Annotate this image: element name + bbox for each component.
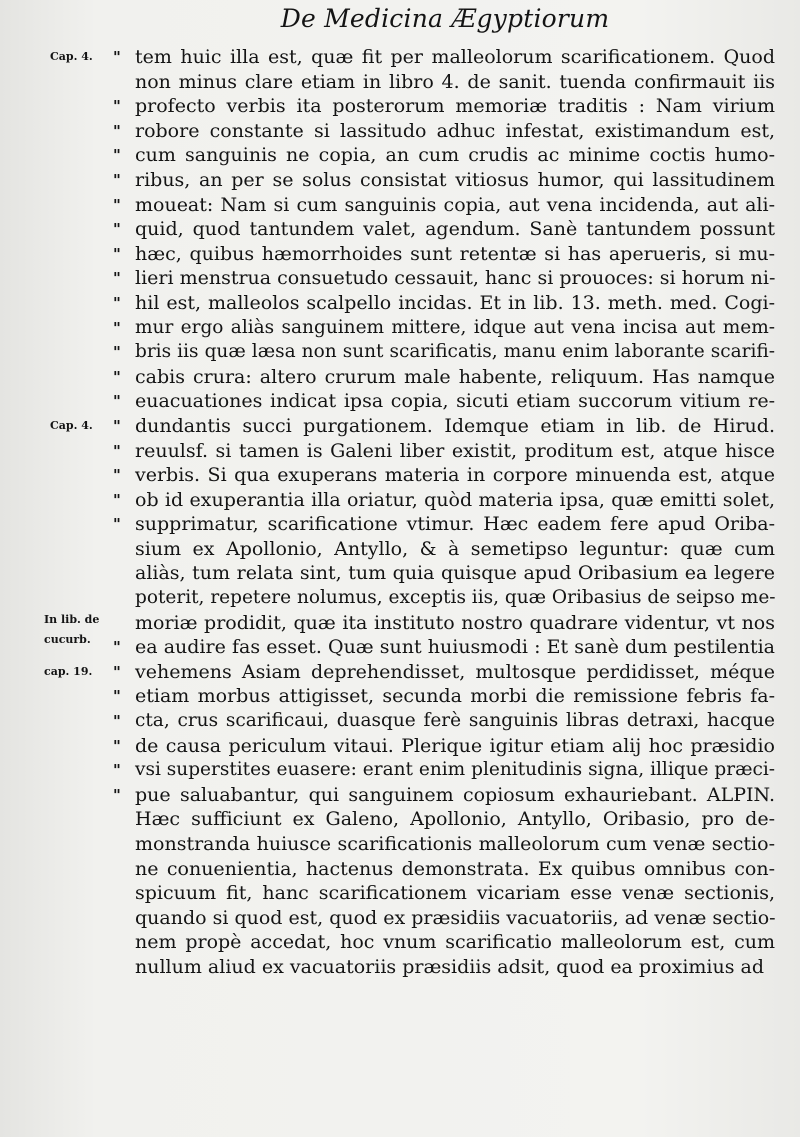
text-line [0, 561, 800, 586]
quotation-mark: " [113, 121, 121, 140]
line-text: profecto verbis ita posterorum memoriæ traditis : Nam virium [135, 95, 775, 118]
quotation-mark: " [113, 490, 121, 509]
line-text: poterit, repetere nolumus, exceptis iis, quæ Oribasius de seipso me- [135, 587, 776, 609]
line-text: ob id exuperantia illa oriatur, quòd materia ipsa, quæ emitti solet, [135, 488, 775, 511]
line-text: monstranda huiusce scarificationis malleolorum cum venæ sectio- [135, 833, 775, 855]
text-line [0, 537, 800, 562]
line-text: quando si quod est, quod ex præsidiis vacuatoriis, ad venæ sectio- [135, 906, 776, 929]
line-text: reuulsf. si tamen is Galeni liber existit, proditum est, atque hisce [135, 439, 775, 462]
text-line [0, 611, 800, 636]
text-line [0, 488, 800, 513]
quotation-mark: " [113, 712, 121, 731]
line-text: supprimatur, scarificatione vtimur. Hæc eadem fere apud Oriba- [135, 513, 775, 536]
text-line [0, 439, 800, 464]
text-line [0, 512, 800, 537]
text-line [0, 684, 800, 709]
quotation-mark: " [113, 785, 121, 804]
margin-note-cucurb: cucurb. [44, 633, 91, 647]
line-text: vsi superstites euasere: erant enim plenitudinis signa, illique præci- [135, 759, 775, 781]
running-title: De Medicina Ægyptiorum [280, 4, 610, 33]
line-text: cabis crura: altero crurum male habente, reliquum. Has namque [135, 365, 775, 388]
text-line [0, 832, 800, 857]
text-line [0, 414, 800, 439]
text-line [0, 881, 800, 906]
margin-note-cap-4: Cap. 4. [50, 418, 93, 432]
quotation-mark: " [113, 220, 121, 239]
text-line [0, 906, 800, 931]
quotation-mark: " [113, 367, 121, 386]
line-text: nem propè accedat, hoc vnum scarificatio malleolorum est, cum [135, 931, 775, 954]
line-text: euacuationes indicat ipsa copia, sicuti etiam succorum vitium re- [135, 390, 775, 413]
text-line [0, 635, 800, 660]
line-text: sium ex Apollonio, Antyllo, & à semetipso leguntur: quæ cum [135, 537, 775, 560]
text-line [0, 955, 800, 980]
text-line [0, 857, 800, 882]
quotation-mark: " [113, 343, 121, 362]
quotation-mark: " [113, 662, 121, 681]
text-line [0, 217, 800, 242]
line-text: mur ergo aliàs sanguinem mittere, idque aut vena incisa aut mem- [135, 316, 775, 338]
line-text: bris iis quæ læsa non sunt scarificatis, manu enim laborante scarifi- [135, 341, 775, 363]
text-line [0, 463, 800, 488]
text-line [0, 734, 800, 759]
quotation-mark: " [113, 293, 121, 312]
page-body [0, 45, 800, 980]
line-text: lieri menstrua consuetudo cessauit, hanc si prouoces: si horum ni- [135, 267, 776, 290]
line-text: pue saluabantur, qui sanguinem copiosum exhauriebant. ALPIN. [135, 783, 775, 806]
text-line [0, 143, 800, 168]
line-text: ne conuenientia, hactenus demonstrata. Ex quibus omnibus con- [135, 857, 775, 880]
line-text: verbis. Si qua exuperans materia in corpore minuenda est, atque [135, 464, 775, 487]
line-text: tem huic illa est, quæ fit per malleolorum scarificationem. Quod [135, 46, 775, 68]
quotation-mark: " [113, 318, 121, 337]
text-line [0, 291, 800, 316]
quotation-mark: " [113, 392, 121, 411]
line-text: ea audire fas esset. Quæ sunt huiusmodi : Et sanè dum pestilentia [135, 636, 775, 659]
text-line [0, 193, 800, 218]
text-line [0, 316, 800, 341]
line-text: de causa periculum vitaui. Plerique igitur etiam alij hoc præsidio [135, 734, 775, 757]
quotation-mark: " [113, 195, 121, 214]
text-line [0, 266, 800, 291]
line-text: aliàs, tum relata sint, tum quia quisque apud Oribasium ea legere [135, 562, 775, 585]
quotation-mark: " [113, 48, 121, 66]
quotation-mark: " [113, 441, 121, 460]
margin-note-in-lib-de: In lib. de [44, 612, 100, 626]
quotation-mark: " [113, 97, 121, 116]
quotation-mark: " [113, 416, 121, 435]
quotation-mark: " [113, 244, 121, 263]
text-line [0, 168, 800, 193]
quotation-mark: " [113, 170, 121, 189]
text-line [0, 783, 800, 808]
line-text: moueat: Nam si cum sanguinis copia, aut vena incidenda, aut ali- [135, 193, 775, 216]
line-text: dundantis succi purgationem. Idemque etiam in lib. de Hirud. [135, 414, 775, 437]
text-line [0, 660, 800, 685]
quotation-mark: " [113, 269, 121, 288]
line-text: cum sanguinis ne copia, an cum crudis ac minime coctis humo- [135, 144, 775, 167]
line-text: ribus, an per se solus consistat vitiosus humor, qui lassitudinem [135, 168, 775, 191]
text-line [0, 365, 800, 390]
line-text: hæc, quibus hæmorrhoides sunt retentæ si has aperueris, si mu- [135, 242, 775, 265]
line-text: non minus clare etiam in libro 4. de sanit. tuenda confirmauit iis [135, 70, 775, 93]
quotation-mark: " [113, 146, 121, 165]
line-text: robore constante si lassitudo adhuc infestat, existimandum est, [135, 119, 775, 142]
line-text: nullum aliud ex vacuatoriis præsidiis adsit, quod ea proximius ad [135, 955, 765, 978]
quotation-mark: " [113, 515, 121, 534]
text-line [0, 70, 800, 95]
quotation-mark: " [113, 466, 121, 485]
text-line [0, 94, 800, 119]
line-text: hil est, malleolos scalpello incidas. Et in lib. 13. meth. med. Cogi- [135, 291, 775, 314]
line-text: spicuum fit, hanc scarificationem vicariam esse venæ sectionis, [135, 882, 775, 905]
line-text: quid, quod tantundem valet, agendum. Sanè tantundem possunt [135, 218, 775, 241]
text-line [0, 807, 800, 832]
text-line [0, 758, 800, 783]
text-line [0, 389, 800, 414]
line-text: cta, crus scarificaui, duasque ferè sanguinis libras detraxi, hacque [135, 710, 775, 732]
quotation-mark: " [113, 736, 121, 755]
text-line [0, 586, 800, 611]
text-line [0, 930, 800, 955]
quotation-mark: " [113, 638, 121, 657]
line-text: vehemens Asiam deprehendisset, multosque perdidisset, méque [135, 660, 775, 683]
line-text: moriæ prodidit, quæ ita instituto nostro quadrare videntur, vt nos [135, 611, 775, 634]
line-text: Hæc sufficiunt ex Galeno, Apollonio, Antyllo, Oribasio, pro de- [135, 808, 775, 831]
text-line [0, 45, 800, 70]
line-text: etiam morbus attigisset, secunda morbi die remissione febris fa- [135, 685, 775, 708]
text-line [0, 340, 800, 365]
margin-note-cap-4: Cap. 4. [50, 50, 93, 63]
margin-note-cap-19: cap. 19. [44, 664, 93, 678]
text-line [0, 709, 800, 734]
quotation-mark: " [113, 761, 121, 780]
quotation-mark: " [113, 687, 121, 706]
text-line [0, 119, 800, 144]
text-line [0, 242, 800, 267]
